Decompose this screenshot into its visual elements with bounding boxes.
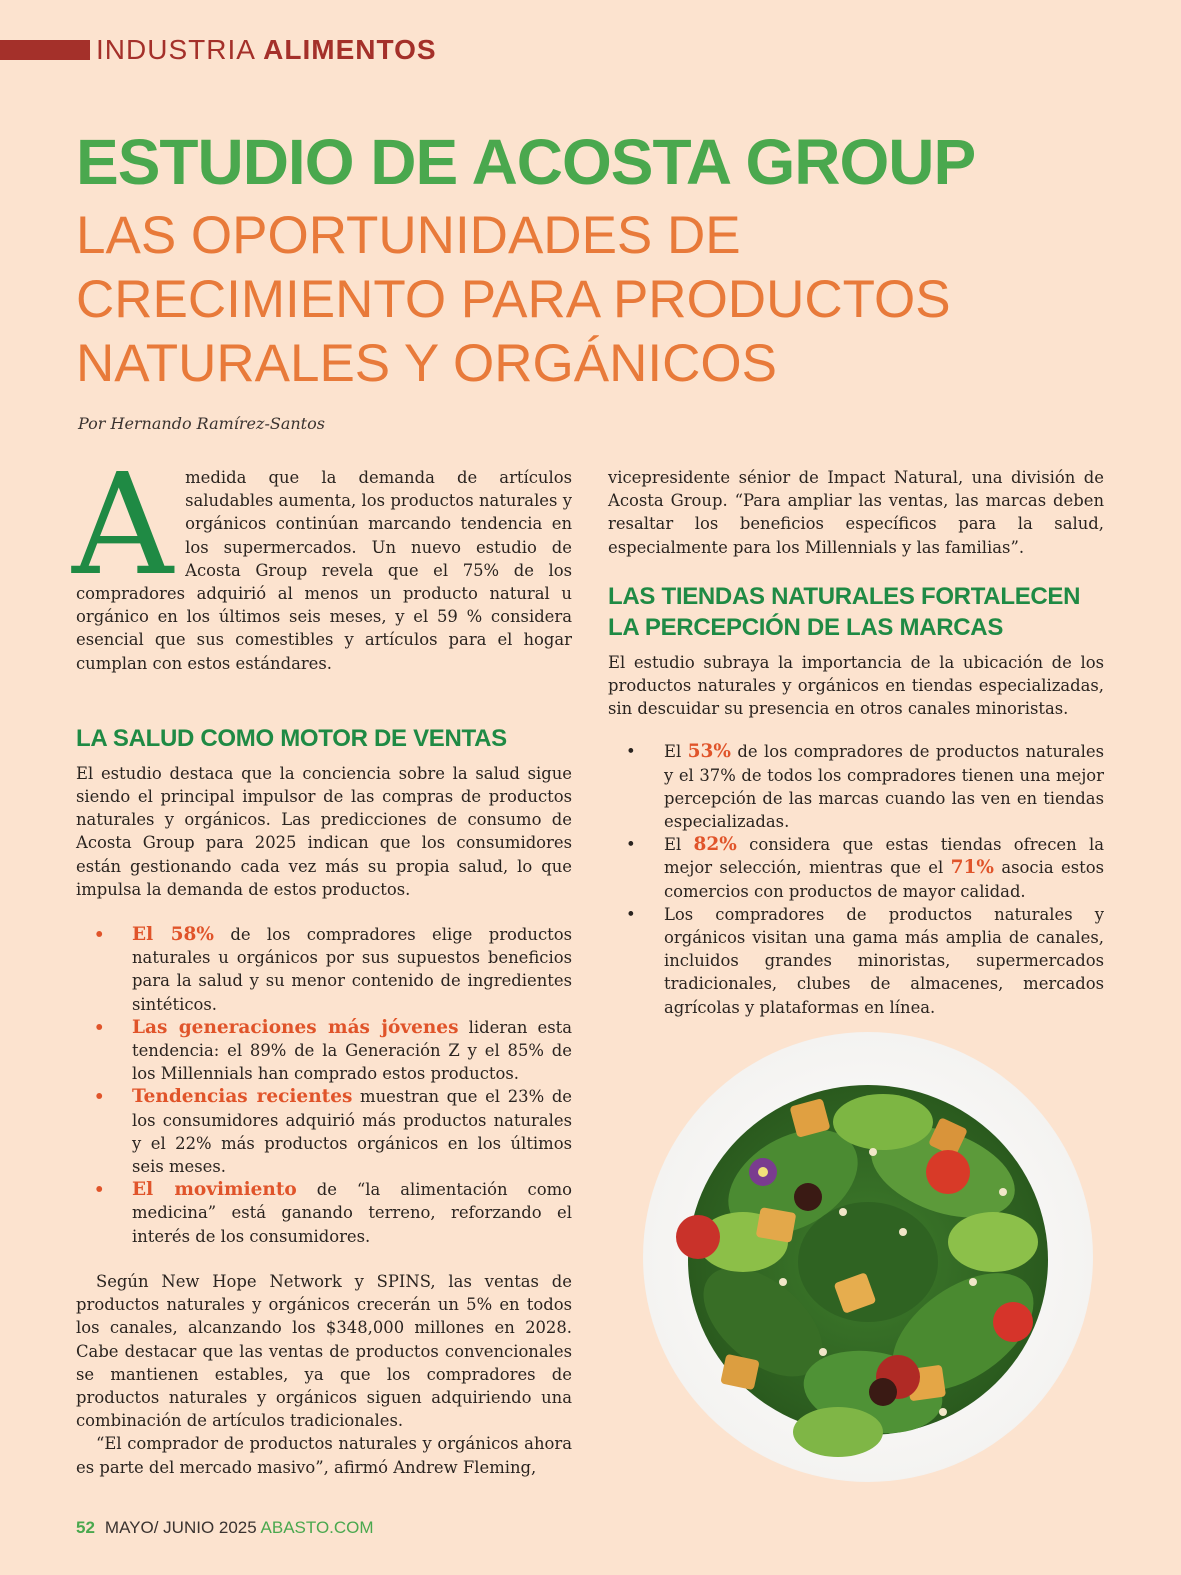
bullet-text: de los compradores elige productos naturales u orgánicos por sus supuestos beneficios para la salud y su menor contenido de ingredientes sintéticos.	[132, 925, 572, 1014]
highlight: Tendencias recientes	[132, 1086, 353, 1108]
bullet-text: muestran que el 23% de los consumidores adquirió más productos naturales y el 22% más productos orgánicos en los últimos seis meses.	[132, 1087, 573, 1177]
section-label	[96, 34, 437, 66]
bullet-item	[76, 1178, 572, 1248]
body-paragraph: Según New Hope Network y SPINS, las ventas de productos naturales y orgánicos crecerán un 5% en todos los canales, alcanzando los $348,000 millones en 2028. Cabe destacar que las ventas de productos convencionales se mantienen estables, ya que los compradores de productos naturales y orgánicos siguen adquiriendo una combinación de artículos tradicionales.	[76, 1271, 572, 1431]
column-left	[72, 444, 573, 1479]
body-paragraph: vicepresidente sénior de Impact Natural, una división de Acosta Group. “Para ampliar las ventas, las marcas deben resaltar los beneficios específicos para la salud, especialmente para los Millennials y las familias”.	[608, 468, 1104, 557]
section-heading	[608, 581, 1104, 643]
bullet-item	[608, 903, 1104, 1019]
section-color-bar	[0, 40, 90, 60]
bullet-text: considera que estas tiendas ofrecen la mejor selección, mientras que el	[664, 835, 1104, 878]
column-right	[608, 466, 1104, 1019]
bullet-text: de “la alimentación como medicina” está ganando terreno, reforzando el interés de los consumidores.	[132, 1180, 572, 1246]
bullet-text: El	[664, 835, 694, 855]
subsection-name: ALIMENTOS	[263, 34, 437, 65]
bullet-dot: •	[626, 904, 636, 924]
bullet-text: de los compradores de productos naturales y el 37% de todos los compradores tienen una mejor percepción de las marcas cuando las ven en tiendas especializadas.	[664, 742, 1105, 832]
bullet-item	[76, 1016, 572, 1086]
intro-paragraph: medida que la demanda de artículos saludables aumenta, los productos naturales y orgánicos continúan marcando tendencia en los supermercados. Un nuevo estudio de Acosta Group revela que el 75% de los compradores adquirió al menos un producto natural u orgánico en los últimos seis meses, y el 59 % considera esencial que sus comestibles y artículos para el hogar cumplan con estos estándares.	[76, 468, 572, 673]
bullet-text: lideran esta tendencia: el 89% de la Generación Z y el 85% de los Millennials han comprado estos productos.	[132, 1017, 573, 1084]
subtitle-line: NATURALES Y ORGÁNICOS	[76, 334, 777, 393]
bullet-dot: •	[626, 835, 636, 855]
issue-date: MAYO/ JUNIO 2025	[104, 1518, 257, 1537]
body-paragraph: “El comprador de productos naturales y orgánicos ahora es parte del mercado masivo”, afirmó Andrew Fleming,	[76, 1434, 572, 1477]
heading-line: LA PERCEPCIÓN DE LAS MARCAS	[608, 613, 1004, 641]
bullet-text: asocia estos comercios con productos de mayor calidad.	[664, 858, 1104, 901]
body-paragraph: El estudio subraya la importancia de la ubicación de los productos naturales y orgánicos en tiendas especializadas, sin descuidar su presencia en otros canales minoristas.	[608, 652, 1104, 719]
highlight: 82%	[693, 834, 737, 856]
highlight: Las generaciones más jóvenes	[132, 1016, 459, 1038]
article-subtitle	[76, 204, 951, 396]
bullet-item	[76, 1085, 572, 1178]
bullet-text: Los compradores de productos naturales y orgánicos visitan una gama más amplia de canales, incluidos grandes minoristas, supermercados tradicionales, clubes de almacenes, mercados agrícolas y plataformas en línea.	[664, 904, 1104, 1017]
section-heading: LA SALUD COMO MOTOR DE VENTAS	[76, 724, 507, 752]
page-number: 52	[76, 1518, 95, 1537]
highlight: 71%	[950, 857, 994, 879]
highlight: El 58%	[132, 924, 215, 946]
salad-photo	[643, 1032, 1093, 1482]
bullet-list	[608, 740, 1104, 1018]
subtitle-line: LAS OPORTUNIDADES DE	[76, 206, 741, 265]
bullet-item	[608, 740, 1104, 833]
bullet-dot: •	[94, 925, 105, 945]
bullet-text: El	[664, 742, 688, 762]
bullet-dot: •	[94, 1017, 105, 1037]
body-paragraph: El estudio destaca que la conciencia sobre la salud sigue siendo el principal impulsor de las compras de productos naturales y orgánicos. Las predicciones de consumo de Acosta Group para 2025 indican que los consumidores están gestionando cada vez más su propia salud, lo que impulsa la demanda de estos productos.	[76, 763, 572, 899]
bullet-item	[608, 833, 1104, 903]
highlight: El movimiento	[132, 1179, 297, 1201]
drop-cap: A	[72, 444, 174, 607]
salad-illustration	[643, 1032, 1093, 1482]
page-footer	[76, 1518, 374, 1538]
section-name: INDUSTRIA	[96, 34, 255, 65]
byline: Por Hernando Ramírez-Santos	[78, 414, 325, 433]
bullet-dot: •	[94, 1180, 105, 1200]
bullet-item	[76, 923, 572, 1016]
heading-line: LAS TIENDAS NATURALES FORTALECEN	[608, 582, 1081, 610]
bullet-list	[76, 923, 572, 1248]
subtitle-line: CRECIMIENTO PARA PRODUCTOS	[76, 270, 951, 329]
highlight: 53%	[687, 741, 731, 763]
website: ABASTO.COM	[260, 1518, 374, 1537]
article-title: ESTUDIO DE ACOSTA GROUP	[76, 126, 976, 198]
bullet-dot: •	[94, 1087, 105, 1107]
bullet-dot: •	[626, 742, 636, 762]
